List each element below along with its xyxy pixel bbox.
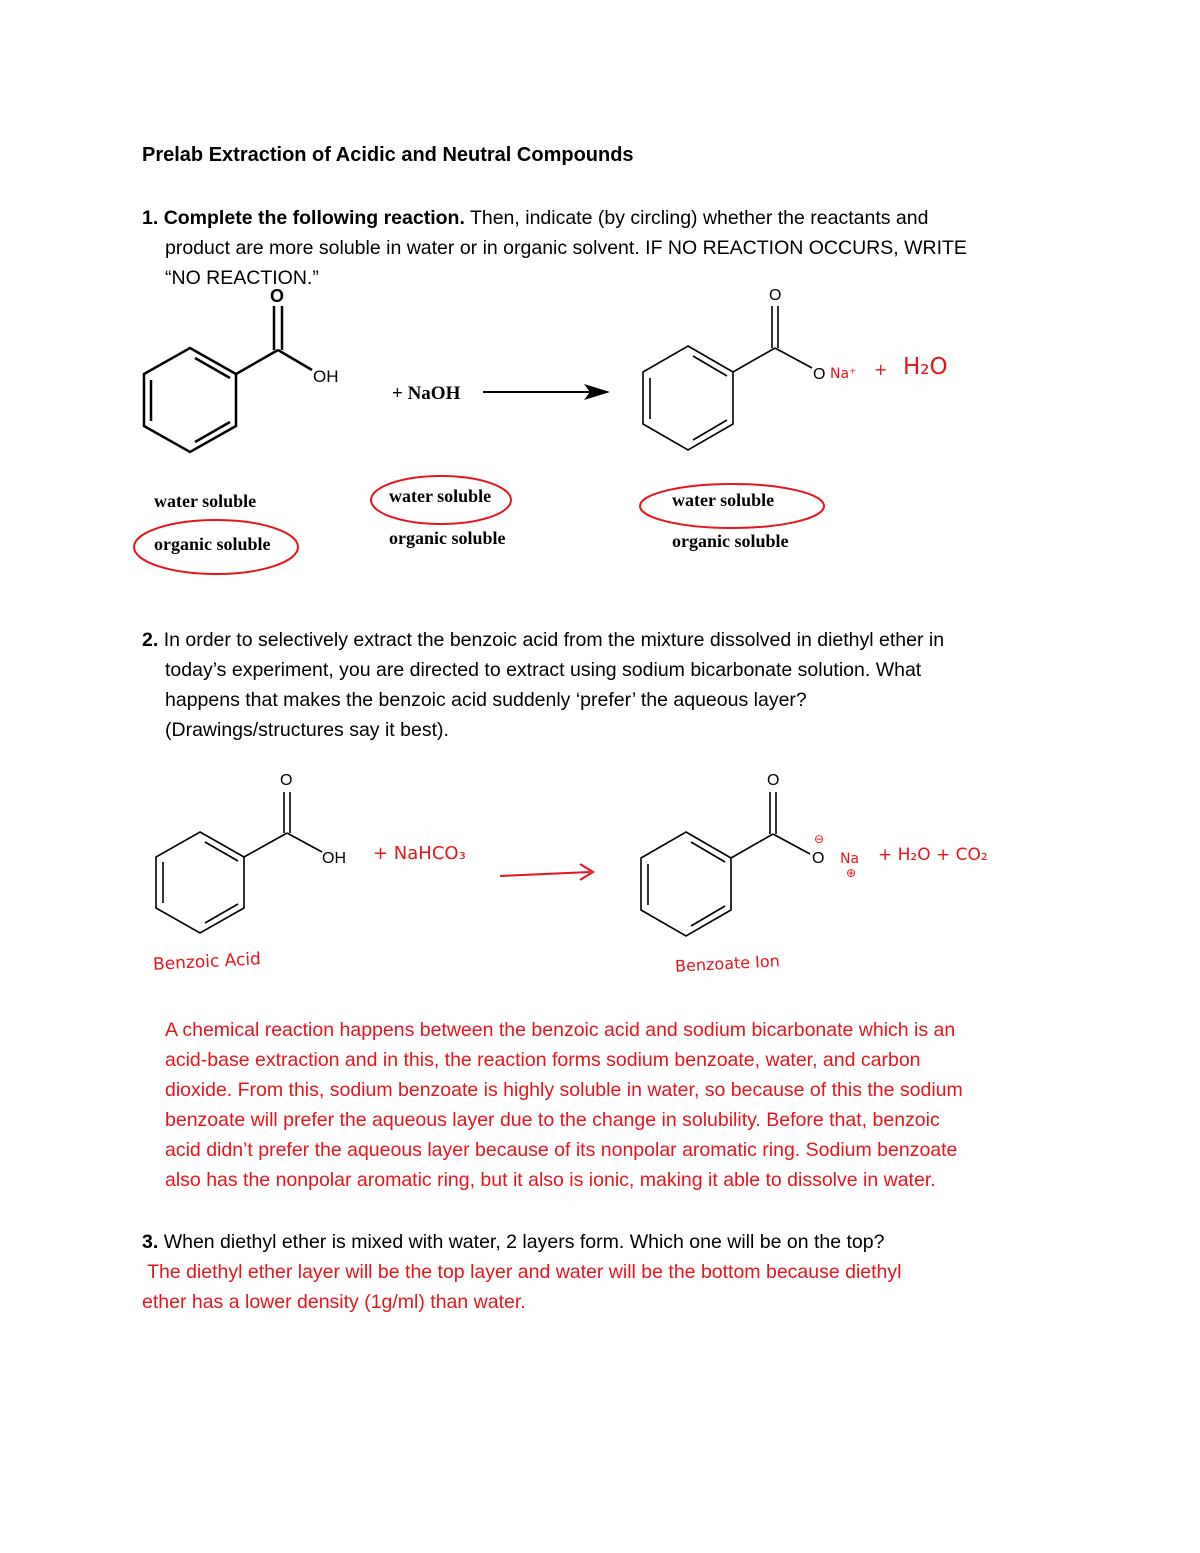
page-title: Prelab Extraction of Acidic and Neutral Compounds: [142, 144, 634, 166]
question-2-line2: today’s experiment, you are directed to extract using sodium bicarbonate solution. What: [165, 659, 922, 681]
answer-2-line: benzoate will prefer the aqueous layer due to the change in solubility. Before that, benzoic: [165, 1109, 940, 1131]
product-1-plus: +: [874, 360, 888, 379]
benzoic-acid-label: Benzoic Acid: [152, 949, 262, 975]
sodium-benzoate-structure-1: [643, 306, 812, 450]
reagent-nahco3: + NaHCO₃: [373, 843, 466, 864]
benzoic-acid-structure-2: [156, 792, 322, 933]
product-2-minus-charge: ⊖: [814, 832, 825, 846]
question-2-number: 2.: [142, 629, 159, 651]
product-1-o-label: O: [769, 287, 782, 304]
question-2-answer: [165, 1015, 1175, 1195]
answer-2-line: dioxide. From this, sodium benzoate is highly soluble in water, so because of this the sodium: [165, 1079, 963, 1101]
question-2: [142, 625, 1142, 745]
product-organic-soluble: organic soluble: [672, 531, 789, 551]
reagent-organic-soluble: organic soluble: [389, 528, 506, 548]
answer-2-line: A chemical reaction happens between the benzoic acid and sodium bicarbonate which is an: [165, 1019, 956, 1041]
answer-2-line: acid didn’t prefer the aqueous layer because of its nonpolar aromatic ring. Sodium benzoate: [165, 1139, 958, 1161]
question-2-line4: (Drawings/structures say it best).: [165, 719, 449, 741]
answer-3-line: The diethyl ether layer will be the top layer and water will be the bottom because diethyl: [142, 1261, 902, 1283]
reactant-organic-soluble: organic soluble: [154, 534, 271, 554]
question-2-line1: In order to selectively extract the benzoic acid from the mixture dissolved in diethyl ether in: [163, 629, 945, 651]
product-2-o-label: O: [767, 772, 780, 789]
answer-3-line: ether has a lower density (1g/ml) than water.: [142, 1291, 526, 1313]
question-3: [142, 1227, 1142, 1317]
reagent-water-soluble: water soluble: [389, 486, 492, 506]
question-1-line3: “NO REACTION.”: [165, 267, 319, 289]
benzoic-acid-structure-1: [144, 306, 312, 452]
product-2-plus-charge: ⊕: [846, 866, 857, 880]
answer-2-line: also has the nonpolar aromatic ring, but it also is ionic, making it able to dissolve in water.: [165, 1169, 936, 1191]
reaction-arrow-1: [483, 384, 610, 400]
question-3-number: 3.: [142, 1231, 159, 1253]
benzoate-ion-label: Benzoate Ion: [674, 951, 781, 976]
product-1-na: Na⁺: [830, 366, 857, 382]
question-1-line1: Then, indicate (by circling) whether the reactants and: [469, 207, 929, 229]
reagent-naoh: + NaOH: [392, 383, 461, 404]
reaction-arrow-2: [500, 864, 593, 880]
question-1-line2: product are more soluble in water or in organic solvent. IF NO REACTION OCCURS, WRITE: [165, 237, 967, 259]
reactant-1-oh-label: OH: [313, 367, 339, 386]
question-3-text: When diethyl ether is mixed with water, 2 layers form. Which one will be on the top?: [163, 1231, 885, 1253]
reactant-2-oh-label: OH: [322, 850, 346, 867]
reactant-1-o-label: O: [270, 286, 285, 306]
product-1-o-minus-label: O: [813, 366, 826, 383]
product-1-water: H₂O: [903, 354, 948, 380]
question-1-number: 1.: [142, 207, 159, 229]
benzoate-structure-2: [641, 792, 810, 936]
reactant-2-o-label: O: [280, 772, 293, 789]
product-2-na: Na: [840, 851, 860, 867]
question-2-line3: happens that makes the benzoic acid suddenly ‘prefer’ the aqueous layer?: [165, 689, 807, 711]
reactant-water-soluble: water soluble: [154, 491, 257, 511]
product-2-byproducts: + H₂O + CO₂: [878, 845, 988, 865]
product-water-soluble: water soluble: [672, 490, 775, 510]
product-2-o-minus-label: O: [812, 850, 825, 867]
answer-2-line: acid-base extraction and in this, the reaction forms sodium benzoate, water, and carbon: [165, 1049, 921, 1071]
question-1-bold: Complete the following reaction.: [163, 207, 465, 229]
